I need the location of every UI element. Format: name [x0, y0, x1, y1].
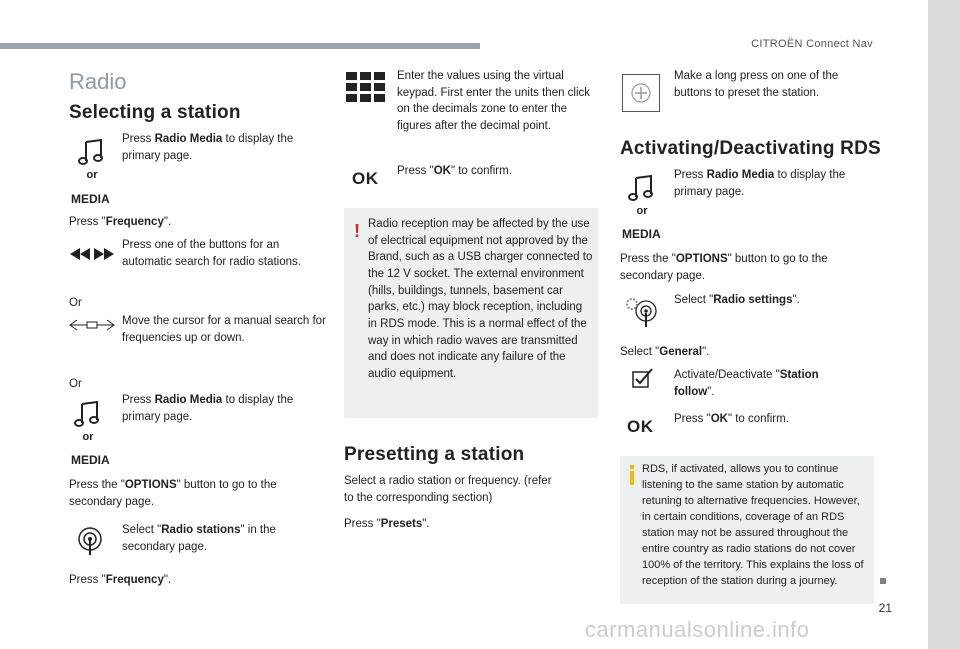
press-frequency-2: Press "Frequency".: [69, 574, 172, 586]
select-general: Select "General".: [620, 346, 710, 358]
watermark: carmanualsonline.info: [585, 617, 810, 642]
ok-button-icon[interactable]: OK: [352, 169, 379, 188]
select-radio-stations: Select "Radio stations" in the secondary page.: [122, 524, 276, 553]
or-text-2: Or: [69, 378, 82, 390]
info-icon: [628, 465, 636, 485]
radio-media-button-group-3[interactable]: [622, 174, 662, 220]
step-radio-media: Press Radio Media to display the primary page.: [122, 133, 294, 162]
step-radio-media-2: Press Radio Media to display the primary page.: [122, 394, 294, 423]
press-frequency: Press "Frequency".: [69, 216, 172, 228]
section-title: Radio: [69, 69, 127, 94]
music-note-icon: [77, 138, 107, 166]
options-step: Press the "OPTIONS" button to go to the secondary page.: [69, 479, 277, 508]
slider-description: Move the cursor for a manual search for frequencies up or down.: [122, 315, 326, 344]
radio-settings-icon[interactable]: [624, 296, 660, 328]
long-press-description: Make a long press on one of the buttons to preset the station.: [674, 70, 839, 99]
seek-buttons-icon[interactable]: [70, 247, 114, 261]
media-label: MEDIA: [71, 192, 110, 206]
select-radio-settings: Select "Radio settings".: [674, 294, 800, 306]
heading-presetting-station: Presetting a station: [344, 444, 525, 465]
music-note-icon: [73, 400, 103, 428]
or-label: or: [82, 431, 94, 443]
heading-rds: Activating/Deactivating RDS: [620, 138, 881, 159]
options-step-rds: Press the "OPTIONS" button to go to the secondary page.: [620, 253, 828, 282]
press-ok: Press "OK" to confirm.: [397, 165, 512, 177]
page-number: 21: [878, 601, 892, 615]
preset-description: Select a radio station or frequency. (refer to the corresponding section): [344, 475, 552, 504]
warning-note: [344, 208, 598, 418]
info-note: [620, 456, 874, 604]
music-note-icon: [627, 174, 657, 202]
seek-description: Press one of the buttons for an automatic search for radio stations.: [122, 239, 301, 268]
radio-media-button-group[interactable]: [72, 138, 112, 184]
or-label: or: [636, 205, 648, 217]
keypad-icon[interactable]: [346, 72, 386, 102]
media-label-2: MEDIA: [71, 453, 110, 467]
or-label: or: [86, 169, 98, 181]
preset-add-icon[interactable]: [622, 74, 660, 112]
keypad-description: Enter the values using the virtual keypad. First enter the units then click on the decimals zone to enter the figures after the decimal point.: [397, 70, 591, 133]
ok-button-icon-rds[interactable]: OK: [627, 417, 654, 436]
warning-text: Radio reception may be affected by the use of electrical equipment not approved by the Brand, such as a USB charger connected to the 12 V socket. The external environment (hills, buildings, tunnels, basement car parks, etc.) may block reception, including in RDS mode. This is a normal effect of the way in which radio waves are transmitted and does not indicate any failure of the audio equipment.: [368, 218, 593, 381]
radio-stations-icon[interactable]: [75, 526, 105, 556]
warning-icon: !: [354, 221, 360, 241]
header-brand: CITROËN Connect Nav: [751, 38, 873, 50]
radio-media-button-group-2[interactable]: [68, 400, 108, 446]
header-rule: [0, 43, 480, 49]
media-label-3: MEDIA: [622, 227, 661, 241]
press-presets: Press "Presets".: [344, 518, 430, 530]
checkbox-icon[interactable]: [632, 368, 654, 388]
or-text: Or: [69, 297, 82, 309]
press-ok-rds: Press "OK" to confirm.: [674, 413, 789, 425]
page-side-tab: [928, 0, 960, 649]
frequency-slider-icon[interactable]: [69, 319, 115, 331]
step-radio-media-3: Press Radio Media to display the primary page.: [674, 169, 846, 198]
activate-station-follow: Activate/Deactivate "Station follow".: [674, 369, 819, 398]
info-text: RDS, if activated, allows you to continue listening to the same station by automatic retuning to alternative frequencies. However, in certain conditions, coverage of an RDS station may not be assured throughout the entire country as radio stations do not cover 100% of the territory. This explains the loss of reception of the station during a journey.: [642, 463, 864, 587]
heading-selecting-station: Selecting a station: [69, 102, 241, 123]
page-end-marker: [880, 578, 886, 584]
